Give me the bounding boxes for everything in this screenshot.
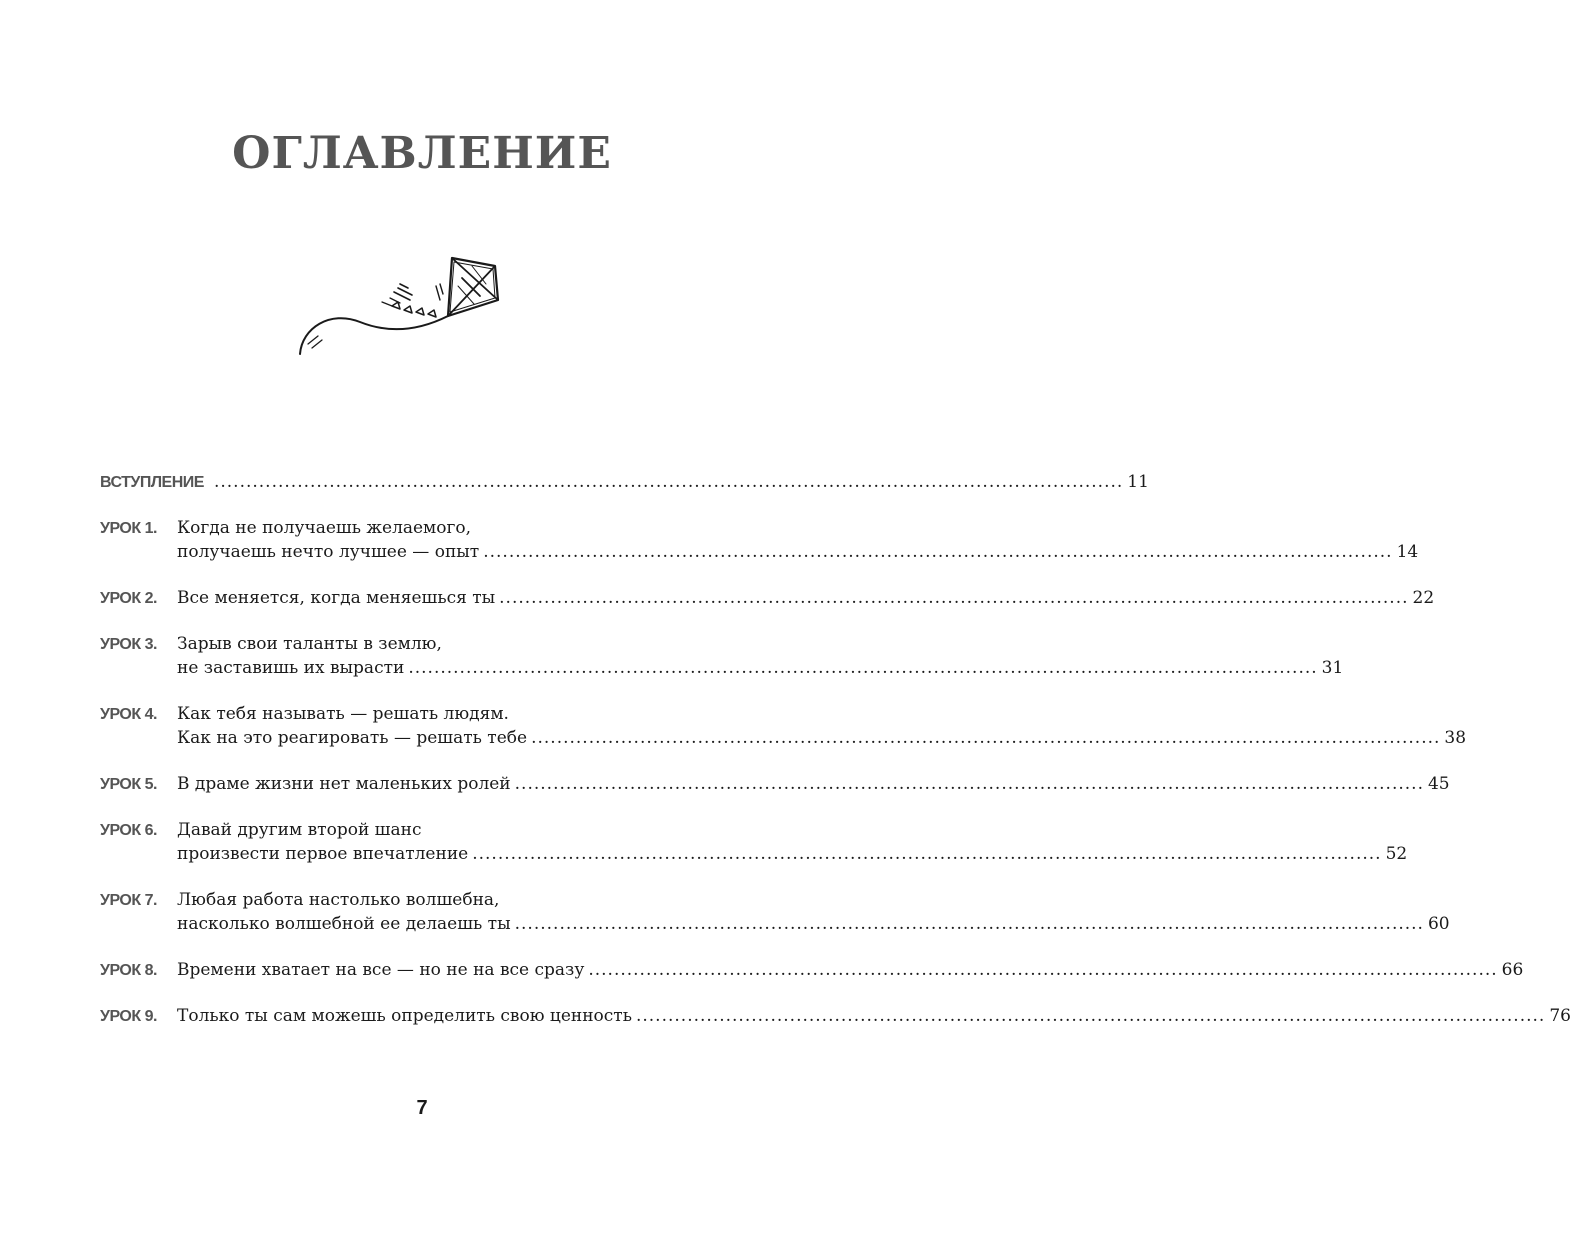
toc-page-number: 60 — [1427, 914, 1450, 934]
toc-page-number: 38 — [1444, 728, 1467, 748]
toc-entry-lesson-2[interactable] — [100, 586, 1435, 610]
leader-dots: .............................................................................................................................................. — [213, 472, 1124, 492]
toc-entry-lesson-4[interactable] — [100, 702, 1467, 750]
leader-dots: .............................................................................................................................................. — [588, 960, 1498, 980]
lesson-title-line: Времени хватает на все — но не на все сразу — [177, 960, 585, 980]
leader-dots: .............................................................................................................................................. — [408, 658, 1318, 678]
toc-page-number: 31 — [1321, 658, 1344, 678]
kite-icon — [290, 248, 510, 363]
lesson-title-line: Как тебя называть — решать людям. — [177, 704, 509, 724]
lesson-title-line: Как на это реагировать — решать тебе — [177, 728, 528, 748]
toc-entry-lesson-5[interactable] — [100, 772, 1450, 796]
toc-entry-lesson-6[interactable] — [100, 818, 1408, 866]
lesson-label: УРОК 1. — [100, 520, 157, 537]
lesson-title-line: Зарыв свои таланты в землю, — [177, 634, 442, 654]
lesson-label: УРОК 2. — [100, 590, 157, 607]
leader-dots: .............................................................................................................................................. — [514, 914, 1424, 934]
toc-entry-lesson-7[interactable] — [100, 888, 1450, 936]
lesson-label: УРОК 8. — [100, 962, 157, 979]
leader-dots: .............................................................................................................................................. — [514, 774, 1424, 794]
lesson-title-line: В драме жизни нет маленьких ролей — [177, 774, 511, 794]
toc-page-number: 52 — [1385, 844, 1408, 864]
table-of-contents — [100, 470, 1571, 1050]
lesson-title-line: Только ты сам можешь определить свою ценность — [177, 1006, 632, 1026]
toc-page-number: 22 — [1412, 588, 1435, 608]
lesson-title-line: Все меняется, когда меняешься ты — [177, 588, 496, 608]
toc-entry-intro[interactable] — [100, 470, 1149, 494]
lesson-title-line: получаешь нечто лучшее — опыт — [177, 542, 480, 562]
lesson-label: УРОК 9. — [100, 1008, 157, 1025]
toc-entry-lesson-1[interactable] — [100, 516, 1419, 564]
leader-dots: .............................................................................................................................................. — [472, 844, 1382, 864]
toc-page-number: 45 — [1427, 774, 1450, 794]
lesson-label: УРОК 3. — [100, 636, 157, 653]
toc-intro-label: ВСТУПЛЕНИЕ — [100, 474, 204, 491]
toc-entry-lesson-9[interactable] — [100, 1004, 1571, 1028]
toc-page-number: 11 — [1127, 472, 1149, 492]
lesson-title-line: не заставишь их вырасти — [177, 658, 405, 678]
toc-entry-lesson-3[interactable] — [100, 632, 1344, 680]
leader-dots: .............................................................................................................................................. — [531, 728, 1441, 748]
leader-dots: .............................................................................................................................................. — [499, 588, 1409, 608]
lesson-title-line: Когда не получаешь желаемого, — [177, 518, 472, 538]
toc-entry-lesson-8[interactable] — [100, 958, 1524, 982]
lesson-label: УРОК 5. — [100, 776, 157, 793]
page-number: 7 — [416, 1097, 428, 1119]
lesson-title-line: насколько волшебной ее делаешь ты — [177, 914, 511, 934]
page-title: ОГЛАВЛЕНИЕ — [232, 128, 612, 179]
toc-page-number: 66 — [1501, 960, 1524, 980]
lesson-label: УРОК 4. — [100, 706, 157, 723]
lesson-title-line: Давай другим второй шанс — [177, 820, 422, 840]
lesson-label: УРОК 7. — [100, 892, 157, 909]
toc-page-number: 76 — [1549, 1006, 1571, 1026]
lesson-label: УРОК 6. — [100, 822, 157, 839]
lesson-title-line: Любая работа настолько волшебна, — [177, 890, 500, 910]
leader-dots: .............................................................................................................................................. — [483, 542, 1393, 562]
leader-dots: .............................................................................................................................................. — [635, 1006, 1546, 1026]
toc-page-number: 14 — [1396, 542, 1419, 562]
lesson-title-line: произвести первое впечатление — [177, 844, 469, 864]
